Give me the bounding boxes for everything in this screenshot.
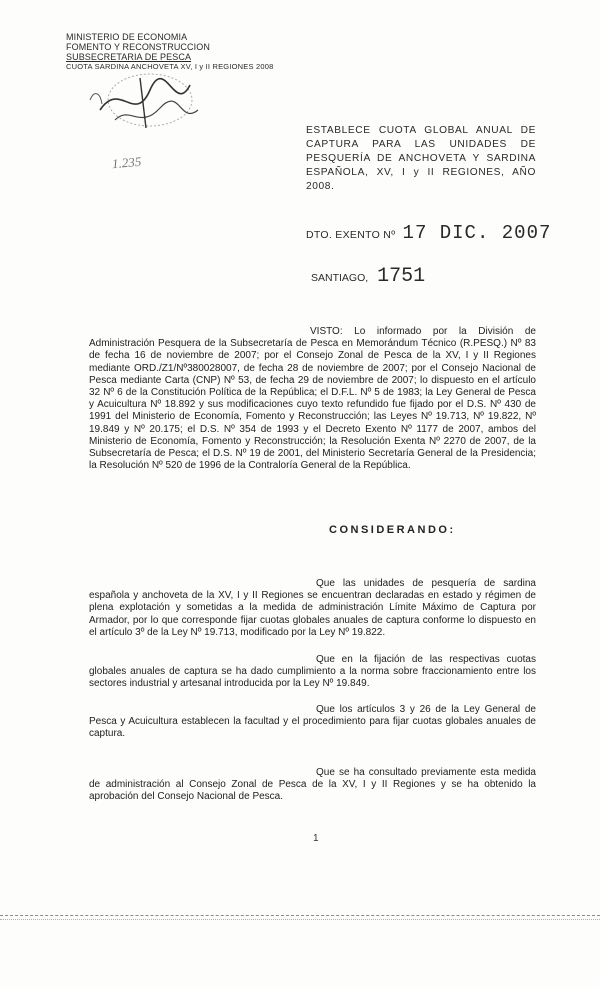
decree-date: 17 DIC. 2007 xyxy=(402,222,552,244)
signature-stamp xyxy=(80,70,210,140)
letterhead-ministry: MINISTERIO DE ECONOMIA xyxy=(66,32,188,42)
letterhead-fomento: FOMENTO Y RECONSTRUCCION xyxy=(66,42,210,52)
considerando-paragraph-2: Que en la fijación de las respectivas cuotas globales anuales de captura se ha dado cumplimiento a la norma sobre fraccionamiento entre los sectores industrial y artesanal introducida por la Ley Nº 19.849. xyxy=(89,654,536,690)
letterhead xyxy=(66,32,273,72)
letterhead-reference: CUOTA SARDINA ANCHOVETA XV, I y II REGIONES 2008 xyxy=(66,62,274,71)
decree-label: DTO. EXENTO Nº xyxy=(306,229,396,241)
place-line xyxy=(311,265,425,288)
page-number: 1 xyxy=(313,833,319,844)
letterhead-subsecretaria: SUBSECRETARIA DE PESCA xyxy=(66,52,192,62)
margin-note: 1.235 xyxy=(111,153,142,172)
visto-paragraph: VISTO: Lo informado por la División de Administración Pesquera de la Subsecretaría de Pesca en Memorándum Técnico (R.PESQ.) Nº 83 de fecha 16 de noviembre de 2007; por el Consejo Zonal de Pesca de la XV, I y II Regiones mediante ORD./Z1/Nº380028007, de fecha 28 de noviembre de 2007; por el Consejo Nacional de Pesca mediante Carta (CNP) Nº 53, de fecha 29 de noviembre de 2007; lo dispuesto en el artículo 32 Nº 6 de la Constitución Política de la República; el D.F.L. Nº 5 de 1983; la Ley General de Pesca y Acuicultura Nº 18.892 y sus modificaciones cuyo texto refundido fue fijado por el D.S. Nº 430 de 1991 del Ministerio de Economía, Fomento y Reconstrucción; las Leyes Nº 19.713, Nº 19.822, Nº 19.849 y Nº 20.175; el D.S. Nº 354 de 1993 y el Decreto Exento Nº 1177 de 2007, ambos del Ministerio de Economía, Fomento y Reconstrucción; la Resolución Exenta Nº 2270 de 2007, de la Subsecretaría de Pesca; el D.S. Nº 19 de 2001, del Ministerio Secretaría General de la Presidencia; la Resolución Nº 520 de 1996 de la Contraloría General de la República. xyxy=(89,326,536,472)
decree-title: ESTABLECE CUOTA GLOBAL ANUAL DE CAPTURA PARA LAS UNIDADES DE PESQUERÍA DE ANCHOVETA Y SARDINA ESPAÑOLA, XV, I y II REGIONES, AÑO 2008. xyxy=(306,125,536,192)
decree-line xyxy=(306,222,551,244)
scan-edge-line xyxy=(0,915,600,916)
considerando-paragraph-4: Que se ha consultado previamente esta medida de administración al Consejo Zonal de Pesca de la XV, I y II Regiones y se ha obtenido la aprobación del Consejo Nacional de Pesca. xyxy=(89,767,536,803)
decree-number: 1751 xyxy=(377,265,426,288)
scan-edge-line-secondary xyxy=(0,919,600,920)
considerando-paragraph-3: Que los artículos 3 y 26 de la Ley General de Pesca y Acuicultura establecen la facultad y el procedimiento para fijar cuotas globales anuales de captura. xyxy=(89,704,536,740)
considerando-paragraph-1: Que las unidades de pesquería de sardina española y anchoveta de la XV, I y II Regiones se encuentran declaradas en estado y régimen de plena explotación y sometidas a la medida de administración Límite Máximo de Captura por Armador, por lo que corresponde fijar cuotas globales anuales de captura conforme lo dispuesto en el artículo 3º de la Ley Nº 19.713, modificado por la Ley Nº 19.822. xyxy=(89,578,536,638)
place-label: SANTIAGO, xyxy=(311,272,369,284)
considerando-heading: CONSIDERANDO: xyxy=(329,524,456,536)
